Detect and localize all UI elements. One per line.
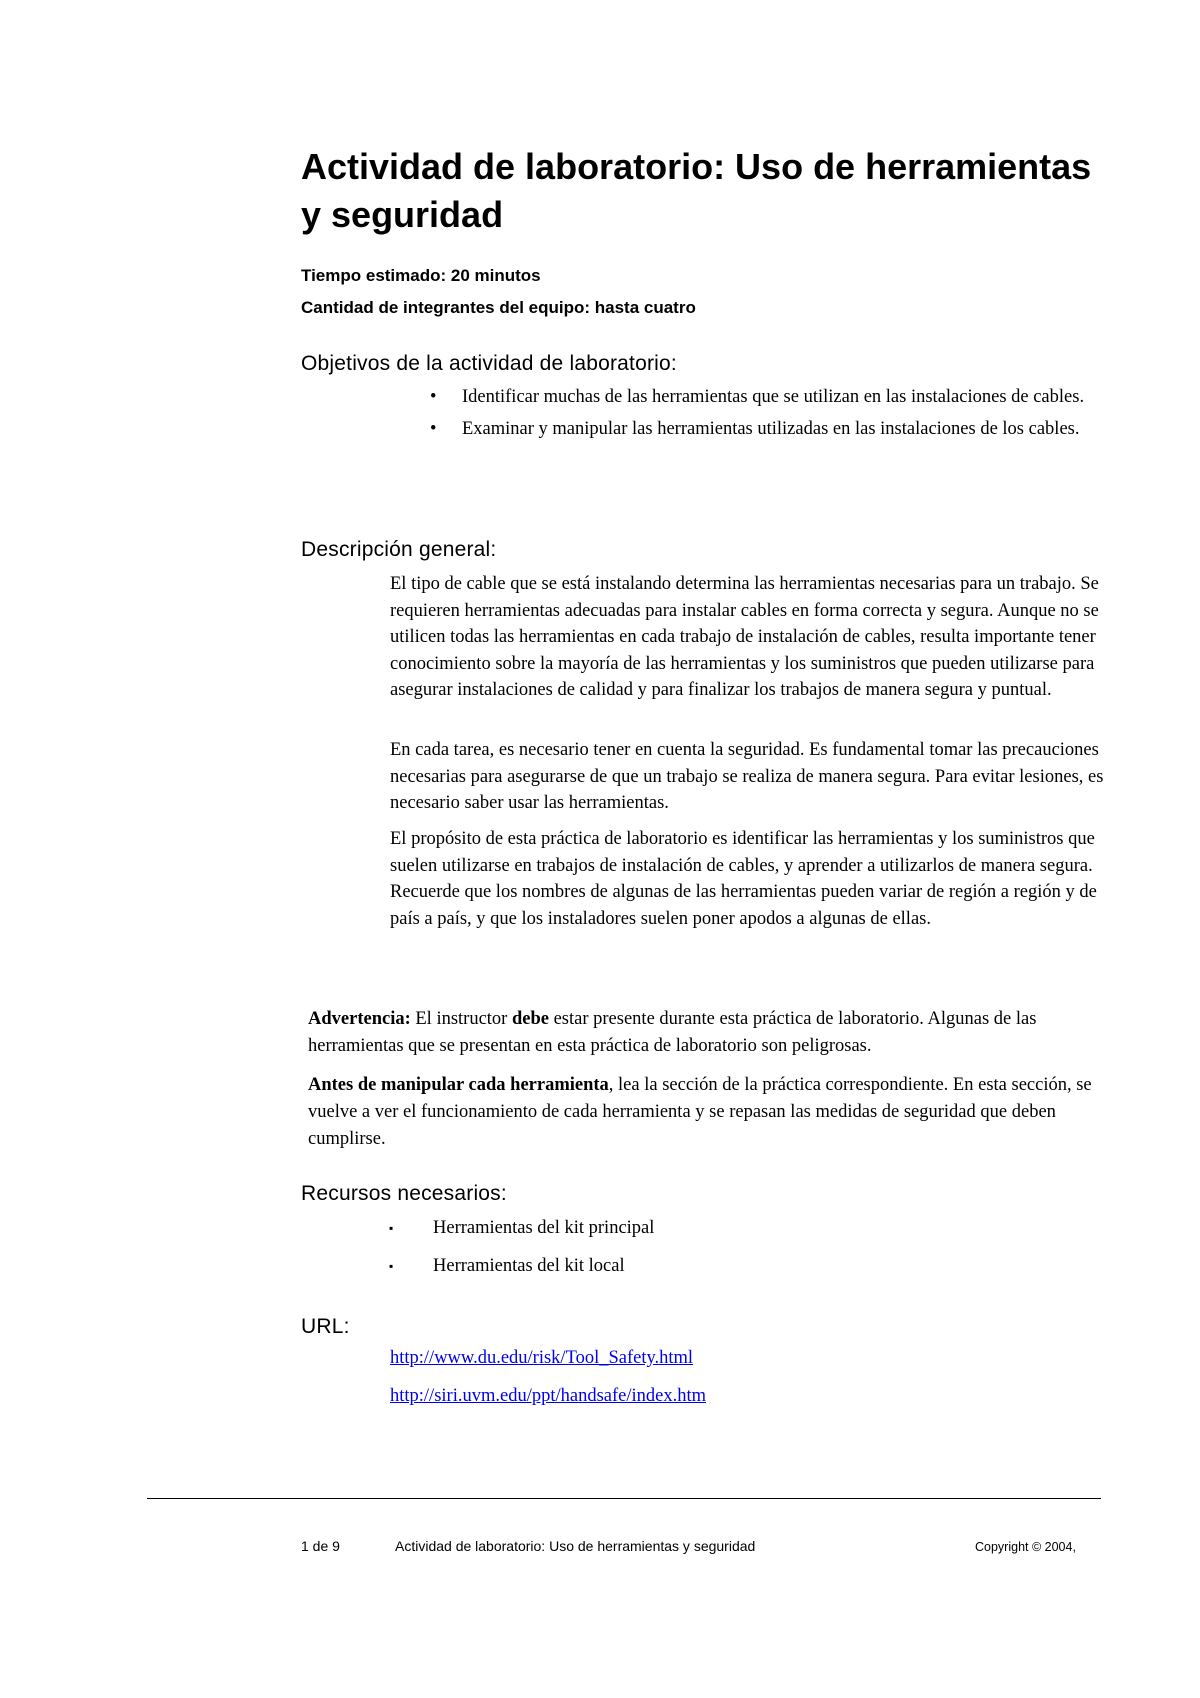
- footer-title: Actividad de laboratorio: Uso de herramientas y seguridad: [395, 1538, 756, 1554]
- footer-divider: [147, 1498, 1101, 1499]
- bullet-icon: •: [430, 419, 437, 439]
- team-size: Cantidad de integrantes del equipo: hasta cuatro: [301, 298, 696, 317]
- list-item: ▪ Herramientas del kit principal: [433, 1214, 933, 1242]
- warning-text: Advertencia: El instructor debe estar presente durante esta práctica de laboratorio. Algunas de las herramientas que se presentan en esta práctica de laboratorio son peligrosas.: [308, 1009, 1037, 1056]
- list-item: • Identificar muchas de las herramientas que se utilizan en las instalaciones de cables.: [462, 383, 1102, 411]
- resources-list: [389, 1214, 933, 1290]
- estimated-time: Tiempo estimado: 20 minutos: [301, 266, 541, 285]
- list-item: ▪ Herramientas del kit local: [433, 1252, 933, 1280]
- objectives-list: [430, 383, 1102, 447]
- overview-paragraph-3: El propósito de esta práctica de laboratorio es identificar las herramientas y los suministros que suelen utilizarse en trabajos de instalación de cables, y aprender a utilizarlos de manera segura. Recuerde que los nombres de algunas de las herramientas pueden variar de región a región y de país a país, y que los instaladores suelen poner apodos a algunas de ellas.: [390, 829, 1097, 929]
- before-handling-text: Antes de manipular cada herramienta, lea la sección de la práctica correspondiente. En esta sección, se vuelve a ver el funcionamiento de cada herramienta y se repasan las medidas de seguridad que deben cumplirse.: [308, 1075, 1092, 1149]
- footer-copyright: Copyright © 2004,: [975, 1540, 1076, 1554]
- list-item: • Examinar y manipular las herramientas utilizadas en las instalaciones de los cables.: [462, 415, 1102, 443]
- resources-heading: Recursos necesarios:: [301, 1182, 507, 1205]
- warning-label: Advertencia:: [308, 1009, 411, 1029]
- objectives-heading: Objetivos de la actividad de laboratorio:: [301, 352, 677, 375]
- tool-safety-link[interactable]: http://www.du.edu/risk/Tool_Safety.html: [390, 1348, 694, 1368]
- overview-paragraph-1: El tipo de cable que se está instalando determina las herramientas necesarias para un trabajo. Se requieren herramientas adecuadas para instalar cables en forma correcta y segura. Aunque no se utilicen todas las herramientas en cada trabajo de instalación de cables, resulta importante tener conocimiento sobre la mayoría de las herramientas y los suministros que pueden utilizarse para asegurar instalaciones de calidad y para finalizar los trabajos de manera segura y puntual.: [390, 574, 1099, 700]
- overview-heading: Descripción general:: [301, 538, 497, 561]
- overview-paragraph-2: En cada tarea, es necesario tener en cuenta la seguridad. Es fundamental tomar las precauciones necesarias para asegurarse de que un trabajo se realiza de manera segura. Para evitar lesiones, es necesario saber usar las herramientas.: [390, 740, 1104, 813]
- bullet-icon: •: [430, 387, 437, 407]
- bullet-icon: ▪: [389, 1259, 394, 1273]
- bullet-icon: ▪: [389, 1221, 394, 1235]
- url-heading: URL:: [301, 1315, 350, 1338]
- handsafe-link[interactable]: http://siri.uvm.edu/ppt/handsafe/index.htm: [390, 1386, 706, 1406]
- footer-page-number: 1 de 9: [301, 1538, 340, 1554]
- page-title: Actividad de laboratorio: Uso de herramientas y seguridad: [301, 146, 1092, 235]
- warning-emphasis: debe: [511, 1009, 549, 1029]
- before-handling-label: Antes de manipular cada herramienta: [308, 1075, 609, 1095]
